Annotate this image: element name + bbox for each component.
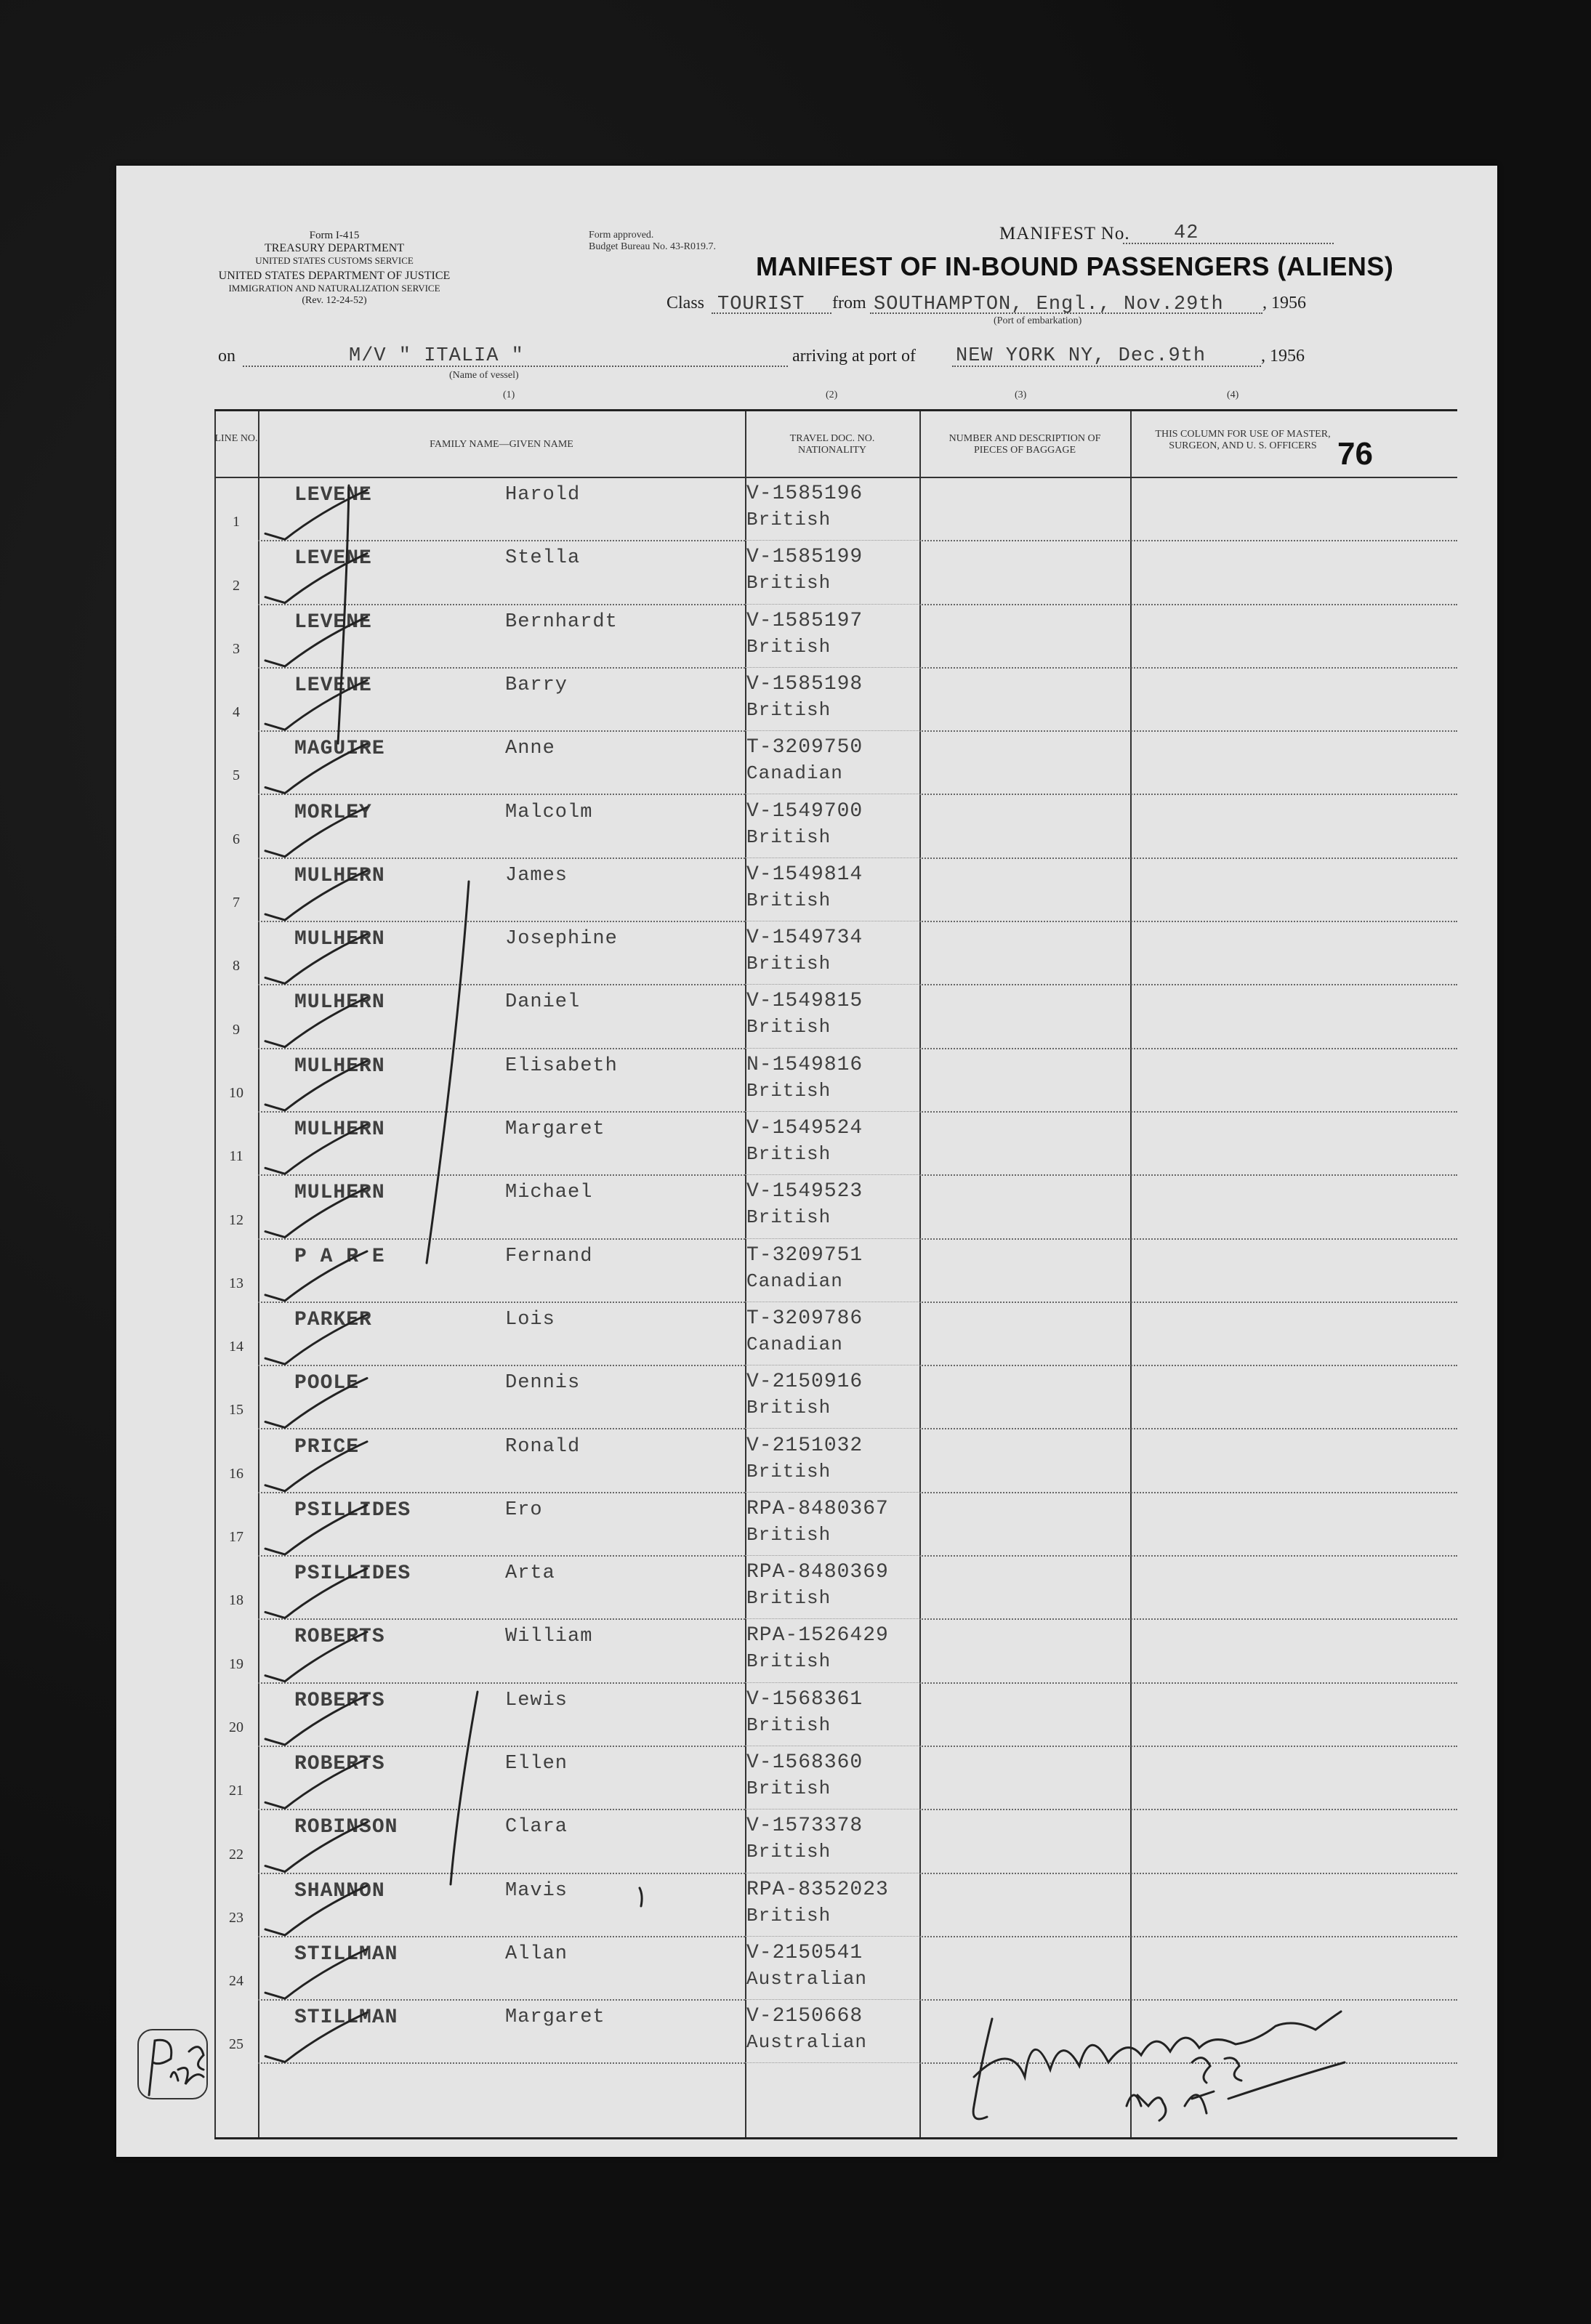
nationality: British	[746, 1079, 831, 1102]
family-name: STILLMAN	[294, 2006, 398, 2030]
line-number: 21	[229, 1783, 243, 1799]
family-bracket-roberts	[451, 1692, 478, 1884]
manifest-no-label: MANIFEST No.	[999, 224, 1130, 243]
given-name: Clara	[505, 1816, 568, 1839]
family-name: MULHERN	[294, 864, 385, 887]
given-name: Arta	[505, 1562, 555, 1585]
embarkation-value: SOUTHAMPTON, Engl., Nov.29th	[874, 294, 1224, 315]
line-number: 9	[233, 1021, 240, 1038]
family-name: MULHERN	[294, 1118, 385, 1141]
col-num-4: (4)	[1227, 390, 1239, 400]
travel-doc-number: RPA-8480367	[746, 1497, 889, 1520]
travel-doc-number: V-1573378	[746, 1815, 863, 1838]
family-name: MULHERN	[294, 1182, 385, 1205]
family-name: ROBINSON	[294, 1816, 398, 1839]
nationality: British	[746, 1778, 831, 1799]
from-year: , 1956	[1262, 294, 1306, 312]
line-number: 14	[229, 1339, 243, 1355]
travel-doc-number: T-3209786	[746, 1307, 863, 1330]
check-mark	[265, 807, 367, 857]
family-name: ROBERTS	[294, 1689, 385, 1712]
port-embarkation-caption: (Port of embarkation)	[994, 315, 1082, 326]
page-number: 76	[1337, 436, 1373, 472]
check-mark	[265, 1379, 367, 1428]
travel-doc-number: T-3209751	[746, 1243, 863, 1267]
given-name: Ero	[505, 1498, 543, 1521]
given-name: Elisabeth	[505, 1054, 618, 1077]
line-number: 22	[229, 1846, 243, 1863]
nationality: British	[746, 1397, 831, 1419]
check-mark	[265, 1823, 367, 1872]
nationality: British	[746, 572, 831, 594]
given-name: Margaret	[505, 2006, 605, 2029]
travel-doc-number: V-1549814	[746, 863, 863, 886]
line-number: 3	[233, 640, 240, 657]
nationality: British	[746, 889, 831, 911]
col-header-name: FAMILY NAME—GIVEN NAME	[430, 439, 573, 450]
travel-doc-number: RPA-1526429	[746, 1624, 889, 1647]
revision-date: (Rev. 12-24-52)	[302, 295, 367, 306]
family-name: MULHERN	[294, 928, 385, 951]
handwritten-signature	[952, 1997, 1403, 2135]
line-number: 2	[233, 577, 240, 594]
given-name: Lewis	[505, 1689, 568, 1711]
nationality: British	[746, 635, 831, 658]
from-label: from	[832, 294, 866, 312]
check-mark	[265, 1188, 367, 1238]
margin-handwritten-note	[134, 2026, 214, 2106]
line-number: 23	[229, 1909, 243, 1926]
travel-doc-number: V-1585199	[746, 546, 863, 569]
check-mark	[265, 680, 367, 730]
family-bracket-mulhern	[427, 881, 469, 1263]
given-name: Allan	[505, 1942, 568, 1965]
family-name: SHANNON	[294, 1879, 385, 1903]
class-label: Class	[666, 294, 705, 312]
check-mark	[265, 1759, 367, 1808]
family-name: LEVENE	[294, 674, 372, 697]
on-label: on	[218, 347, 235, 366]
col-header-baggage: NUMBER AND DESCRIPTION OF PIECES OF BAGGAGE	[948, 433, 1101, 456]
given-name: Ronald	[505, 1435, 581, 1458]
travel-doc-number: T-3209750	[746, 736, 863, 759]
family-name: MULHERN	[294, 1054, 385, 1078]
check-mark	[265, 744, 367, 794]
line-number: 5	[233, 767, 240, 784]
family-name: ROBERTS	[294, 1626, 385, 1649]
travel-doc-number: N-1549816	[746, 1053, 863, 1076]
family-name: LEVENE	[294, 610, 372, 634]
handwritten-check-marks	[116, 166, 1497, 2157]
check-mark	[265, 1949, 367, 1998]
travel-doc-number: V-1549700	[746, 799, 863, 823]
col-num-3: (3)	[1015, 390, 1027, 400]
nationality: British	[746, 953, 831, 975]
nationality: Canadian	[746, 1333, 843, 1355]
vessel-name: M/V " ITALIA "	[349, 345, 524, 367]
nationality: Australian	[746, 1967, 868, 1990]
vessel-caption: (Name of vessel)	[449, 370, 519, 381]
check-mark	[265, 934, 367, 983]
check-mark	[265, 1568, 367, 1618]
line-number: 15	[229, 1402, 243, 1419]
nationality: British	[746, 1650, 831, 1673]
nationality: British	[746, 1714, 831, 1736]
col-header-travel: TRAVEL DOC. NO. NATIONALITY	[789, 433, 875, 456]
family-name: MORLEY	[294, 801, 372, 824]
line-number: 7	[233, 895, 240, 911]
manifest-sheet	[116, 166, 1497, 2157]
family-name: POOLE	[294, 1372, 360, 1395]
given-name: Margaret	[505, 1118, 605, 1140]
nationality: British	[746, 1206, 831, 1229]
given-name: Malcolm	[505, 801, 593, 823]
family-name: LEVENE	[294, 547, 372, 570]
given-name: Daniel	[505, 991, 581, 1014]
line-number: 10	[229, 1084, 243, 1101]
nationality: British	[746, 1016, 831, 1038]
nationality: Canadian	[746, 762, 843, 785]
arrival-year: , 1956	[1261, 347, 1305, 366]
travel-doc-number: V-1585198	[746, 672, 863, 695]
col-num-2: (2)	[826, 390, 838, 400]
given-name: Michael	[505, 1182, 593, 1204]
family-name: MAGUIRE	[294, 738, 385, 761]
customs-service: UNITED STATES CUSTOMS SERVICE	[255, 255, 414, 266]
travel-doc-number: V-1568361	[746, 1687, 863, 1711]
line-number: 11	[229, 1148, 243, 1165]
check-mark	[265, 1632, 367, 1682]
given-name: Stella	[505, 547, 581, 570]
family-name: PARKER	[294, 1308, 372, 1331]
travel-doc-number: V-1585196	[746, 483, 863, 505]
check-mark	[265, 1505, 367, 1554]
check-mark	[265, 1061, 367, 1110]
nationality: British	[746, 1460, 831, 1482]
given-name: Anne	[505, 738, 555, 760]
family-name: PRICE	[294, 1435, 360, 1458]
approved-line: Form approved.	[589, 230, 654, 241]
line-number: 19	[229, 1655, 243, 1672]
arriving-label: arriving at port of	[792, 347, 916, 366]
given-name: Ellen	[505, 1753, 568, 1775]
check-mark	[265, 617, 367, 666]
treasury-dept: TREASURY DEPARTMENT	[264, 242, 405, 254]
line-number: 18	[229, 1592, 243, 1609]
col-header-officers: THIS COLUMN FOR USE OF MASTER, SURGEON, AND U. S. OFFICERS	[1155, 429, 1331, 451]
ins-service: IMMIGRATION AND NATURALIZATION SERVICE	[228, 283, 440, 294]
nationality: British	[746, 1904, 831, 1926]
travel-doc-number: V-2150668	[746, 2005, 863, 2028]
check-mark	[265, 2013, 367, 2062]
family-name: P A R E	[294, 1245, 385, 1268]
travel-doc-number: V-1549734	[746, 927, 863, 950]
pencil-mark	[640, 1888, 642, 1906]
class-value: TOURIST	[717, 294, 805, 315]
travel-doc-number: RPA-8352023	[746, 1878, 889, 1901]
col-num-1: (1)	[503, 390, 515, 400]
line-number: 13	[229, 1275, 243, 1291]
travel-doc-number: V-2151032	[746, 1434, 863, 1457]
travel-doc-number: V-1585197	[746, 609, 863, 632]
family-bracket-levene	[338, 485, 349, 743]
line-number: 8	[233, 958, 240, 975]
line-number: 1	[233, 514, 240, 530]
given-name: Josephine	[505, 928, 618, 951]
given-name: Lois	[505, 1308, 555, 1331]
given-name: James	[505, 864, 568, 887]
check-mark	[265, 554, 367, 603]
nationality: British	[746, 1841, 831, 1863]
form-number: Form I-415	[309, 230, 360, 241]
given-name: Harold	[505, 484, 581, 506]
col-header-line: LINE NO.	[214, 433, 258, 444]
document-title: MANIFEST OF IN-BOUND PASSENGERS (ALIENS)	[756, 251, 1394, 281]
line-number: 4	[233, 704, 240, 721]
family-name: LEVENE	[294, 484, 372, 507]
check-mark	[265, 1442, 367, 1491]
nationality: British	[746, 1143, 831, 1165]
line-number: 12	[229, 1211, 243, 1228]
given-name: Fernand	[505, 1245, 593, 1267]
travel-doc-number: V-2150916	[746, 1371, 863, 1394]
line-number: 24	[229, 1973, 243, 1990]
check-mark	[265, 490, 367, 539]
family-name: ROBERTS	[294, 1753, 385, 1775]
check-mark	[265, 871, 367, 920]
given-name: Barry	[505, 674, 568, 696]
check-mark	[265, 1886, 367, 1935]
check-mark	[265, 1251, 367, 1301]
nationality: British	[746, 1587, 831, 1610]
line-number: 6	[233, 831, 240, 847]
given-name: Mavis	[505, 1879, 568, 1902]
budget-bureau-line: Budget Bureau No. 43-R019.7.	[589, 241, 716, 252]
nationality: British	[746, 509, 831, 530]
travel-doc-number: RPA-8480369	[746, 1561, 889, 1584]
line-number: 20	[229, 1719, 243, 1735]
travel-doc-number: V-1549523	[746, 1180, 863, 1203]
nationality: Australian	[746, 2031, 868, 2054]
travel-doc-number: V-1568360	[746, 1751, 863, 1774]
check-mark	[265, 1124, 367, 1174]
check-mark	[265, 1695, 367, 1745]
travel-doc-number: V-1549524	[746, 1117, 863, 1139]
line-number: 16	[229, 1465, 243, 1482]
given-name: Bernhardt	[505, 610, 618, 633]
manifest-no-value: 42	[1174, 222, 1199, 244]
arrival-port-value: NEW YORK NY, Dec.9th	[956, 345, 1207, 367]
line-number: 25	[229, 2036, 243, 2053]
justice-dept: UNITED STATES DEPARTMENT OF JUSTICE	[218, 270, 451, 282]
check-mark	[265, 998, 367, 1047]
given-name: William	[505, 1626, 593, 1648]
travel-doc-number: V-2150541	[746, 1941, 863, 1964]
nationality: British	[746, 698, 831, 721]
family-name: PSILLIDES	[294, 1498, 411, 1522]
check-mark	[265, 1315, 367, 1364]
nationality: British	[746, 1523, 831, 1546]
given-name: Dennis	[505, 1372, 581, 1395]
line-number: 17	[229, 1529, 243, 1546]
travel-doc-number: V-1549815	[746, 990, 863, 1013]
family-name: MULHERN	[294, 991, 385, 1014]
family-name: PSILLIDES	[294, 1562, 411, 1586]
nationality: British	[746, 826, 831, 848]
nationality: Canadian	[746, 1270, 843, 1292]
family-name: STILLMAN	[294, 1942, 398, 1966]
